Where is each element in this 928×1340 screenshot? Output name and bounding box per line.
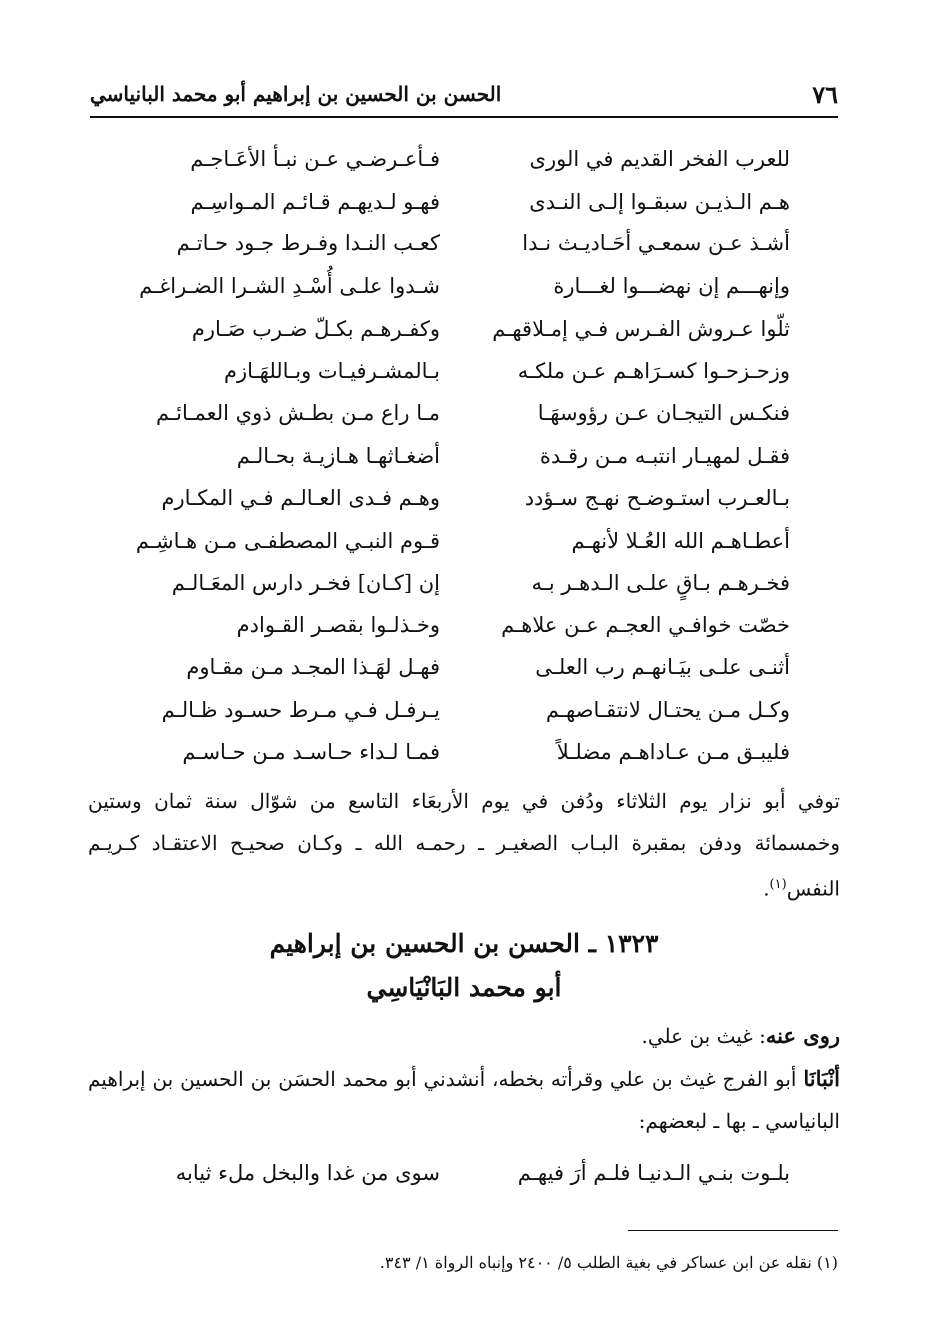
narrators-label: روى عنه [765,1023,840,1048]
footnote-rule [628,1230,838,1231]
anba-text: أبو الفرج غيث بن علي وقرأته بخطه، أنشدني أبو محمد الحسَن بن الحسين بن إبراهيم البانياسي ـ بها ـ لبعضهم: [88,1067,840,1133]
verse-first-hemistich: فليبـق مـن عـاداهـم مضلـلاً [556,740,790,764]
verse-first-hemistich: أعطـاهـم الله العُـلا لأنهـم [571,529,790,553]
verse-second-hemistich: فهـو لـديهـم قـائـم المـواسِـم [190,190,440,214]
entry-title [100,922,828,1010]
verse-first-hemistich: بلـوت بنـي الـدنيـا فلـم أرَ فيهـم [517,1161,790,1185]
verse-line [100,138,790,180]
verse-line [100,562,790,604]
verse-second-hemistich: مـا راع مـن بطـش ذوي العمـائـم [155,401,440,425]
death-paragraph-end: . [763,876,770,901]
verse-first-hemistich: ثلّوا عـروش الفـرس فـي إمـلاقهـم [492,317,790,341]
verse-first-hemistich: هـم الـذيـن سبقـوا إلـى النـدى [529,190,790,214]
verse-second-hemistich: فمـا لـداء حـاسـد مـن حـاسـم [182,740,440,764]
verse-line [100,222,790,264]
verse-second-hemistich: وخـذلـوا بقصـر القـوادم [236,613,440,637]
narrators-line [88,1015,840,1057]
verse-second-hemistich: كعـب النـدا وفـرط جـود حـاتـم [176,231,440,255]
verse-first-hemistich: وزحـزحـوا كسـرَاهـم عـن ملكـه [517,359,790,383]
verse-first-hemistich: أثنـى علـى بيَـانهـم رب العلـى [535,655,790,679]
verse-first-hemistich: أشـذ عـن سمعـي أحَـاديـث نـدا [522,231,790,255]
entry-title-line-2: أبو محمد البَانْيَاسِي [366,973,562,1002]
verse-second-hemistich: إن [كـان] فخـر دارس المعَـالـم [171,571,440,595]
death-paragraph-text: توفي أبو نزار يوم الثلاثاء ودُفن في يوم الأربعَاء التاسع من شوّال سنة ثمان وستين وخمسمائة ودفن بمقبرة البـاب الصغيـر ـ رحمـه الله ـ وكـان صحيـح الاعتقـاد كـريـم النفس [88,789,840,901]
narrators-text: : غيث بن علي. [641,1024,766,1048]
verse-first-hemistich: بـالعـرب استـوضـح نهـج سـؤدد [524,486,790,510]
entry-title-line-1: ١٣٢٣ ـ الحسن بن الحسين بن إبراهيم [269,929,659,958]
verse-line [100,181,790,223]
death-paragraph [88,780,840,910]
verse-line [100,308,790,350]
verse-second-hemistich: فهـل لهَـذا المجـد مـن مقـاوم [186,655,440,679]
verse-first-hemistich: فنكـس التيجـان عـن رؤوسهَـا [537,401,790,425]
verse-first-hemistich: خصّت خوافـي العجـم عـن علاهـم [501,613,790,637]
verse-first-hemistich: فخـرهـم بـاقٍ علـى الـدهـر بـه [531,571,790,595]
verse-first-hemistich: للعرب الفخر القديم في الورى [529,147,790,171]
footnote-marker: (١) [769,877,787,892]
running-title: الحسن بن الحسين بن إبراهيم أبو محمد البانياسي [90,82,502,106]
verse-second-hemistich: وكفـرهـم بكـلّ ضـرب صَـارم [191,317,440,341]
verse-second-hemistich: قـوم النبـي المصطفـى مـن هـاشِـم [135,529,440,553]
verse-line [100,435,790,477]
footnote: (١) نقله عن ابن عساكر في بغية الطلب ٥/ ٢٤٠٠ وإنباه الرواة ١/ ٣٤٣. [379,1253,838,1272]
verse-second-hemistich: بـالمشـرفيـات وبـاللهَـازم [223,359,440,383]
verse-first-hemistich: وإنهـــم إن نهضـــوا لغـــارة [553,274,790,298]
verse-first-hemistich: فقـل لمهيـار انتبـه مـن رقـدة [539,444,790,468]
verse-second-hemistich: سوى من غدا والبخل ملء ثيابه [175,1161,440,1185]
verse-line [100,265,790,307]
final-verse-line [100,1152,790,1194]
verse-second-hemistich: شـدوا علـى أُسْـدِ الشـرا الضـراغـم [139,274,440,298]
verse-second-hemistich: يـرفـل فـي مـرط حسـود ظـالـم [161,698,440,722]
verse-first-hemistich: وكـل مـن يحتـال لانتقـاصهـم [545,698,790,722]
verse-line [100,604,790,646]
verse-line [100,350,790,392]
verse-line [100,477,790,519]
verse-second-hemistich: وهـم فـدى العـالـم فـي المكـارم [161,486,440,510]
verse-line [100,689,790,731]
verse-second-hemistich: فـأعـرضـي عـن نبـأ الأعَـاجـم [190,147,440,171]
anba-paragraph [88,1058,840,1142]
anba-label: أنْبَانَا [803,1066,841,1091]
verse-line [100,392,790,434]
verse-second-hemistich: أضغـاثهـا هـازيـة بحـالـم [236,444,440,468]
verse-line [100,646,790,688]
verse-line [100,731,790,773]
verse-line [100,520,790,562]
header-rule [90,116,838,118]
page-header [90,78,838,116]
page-number: ٧٦ [812,80,838,109]
